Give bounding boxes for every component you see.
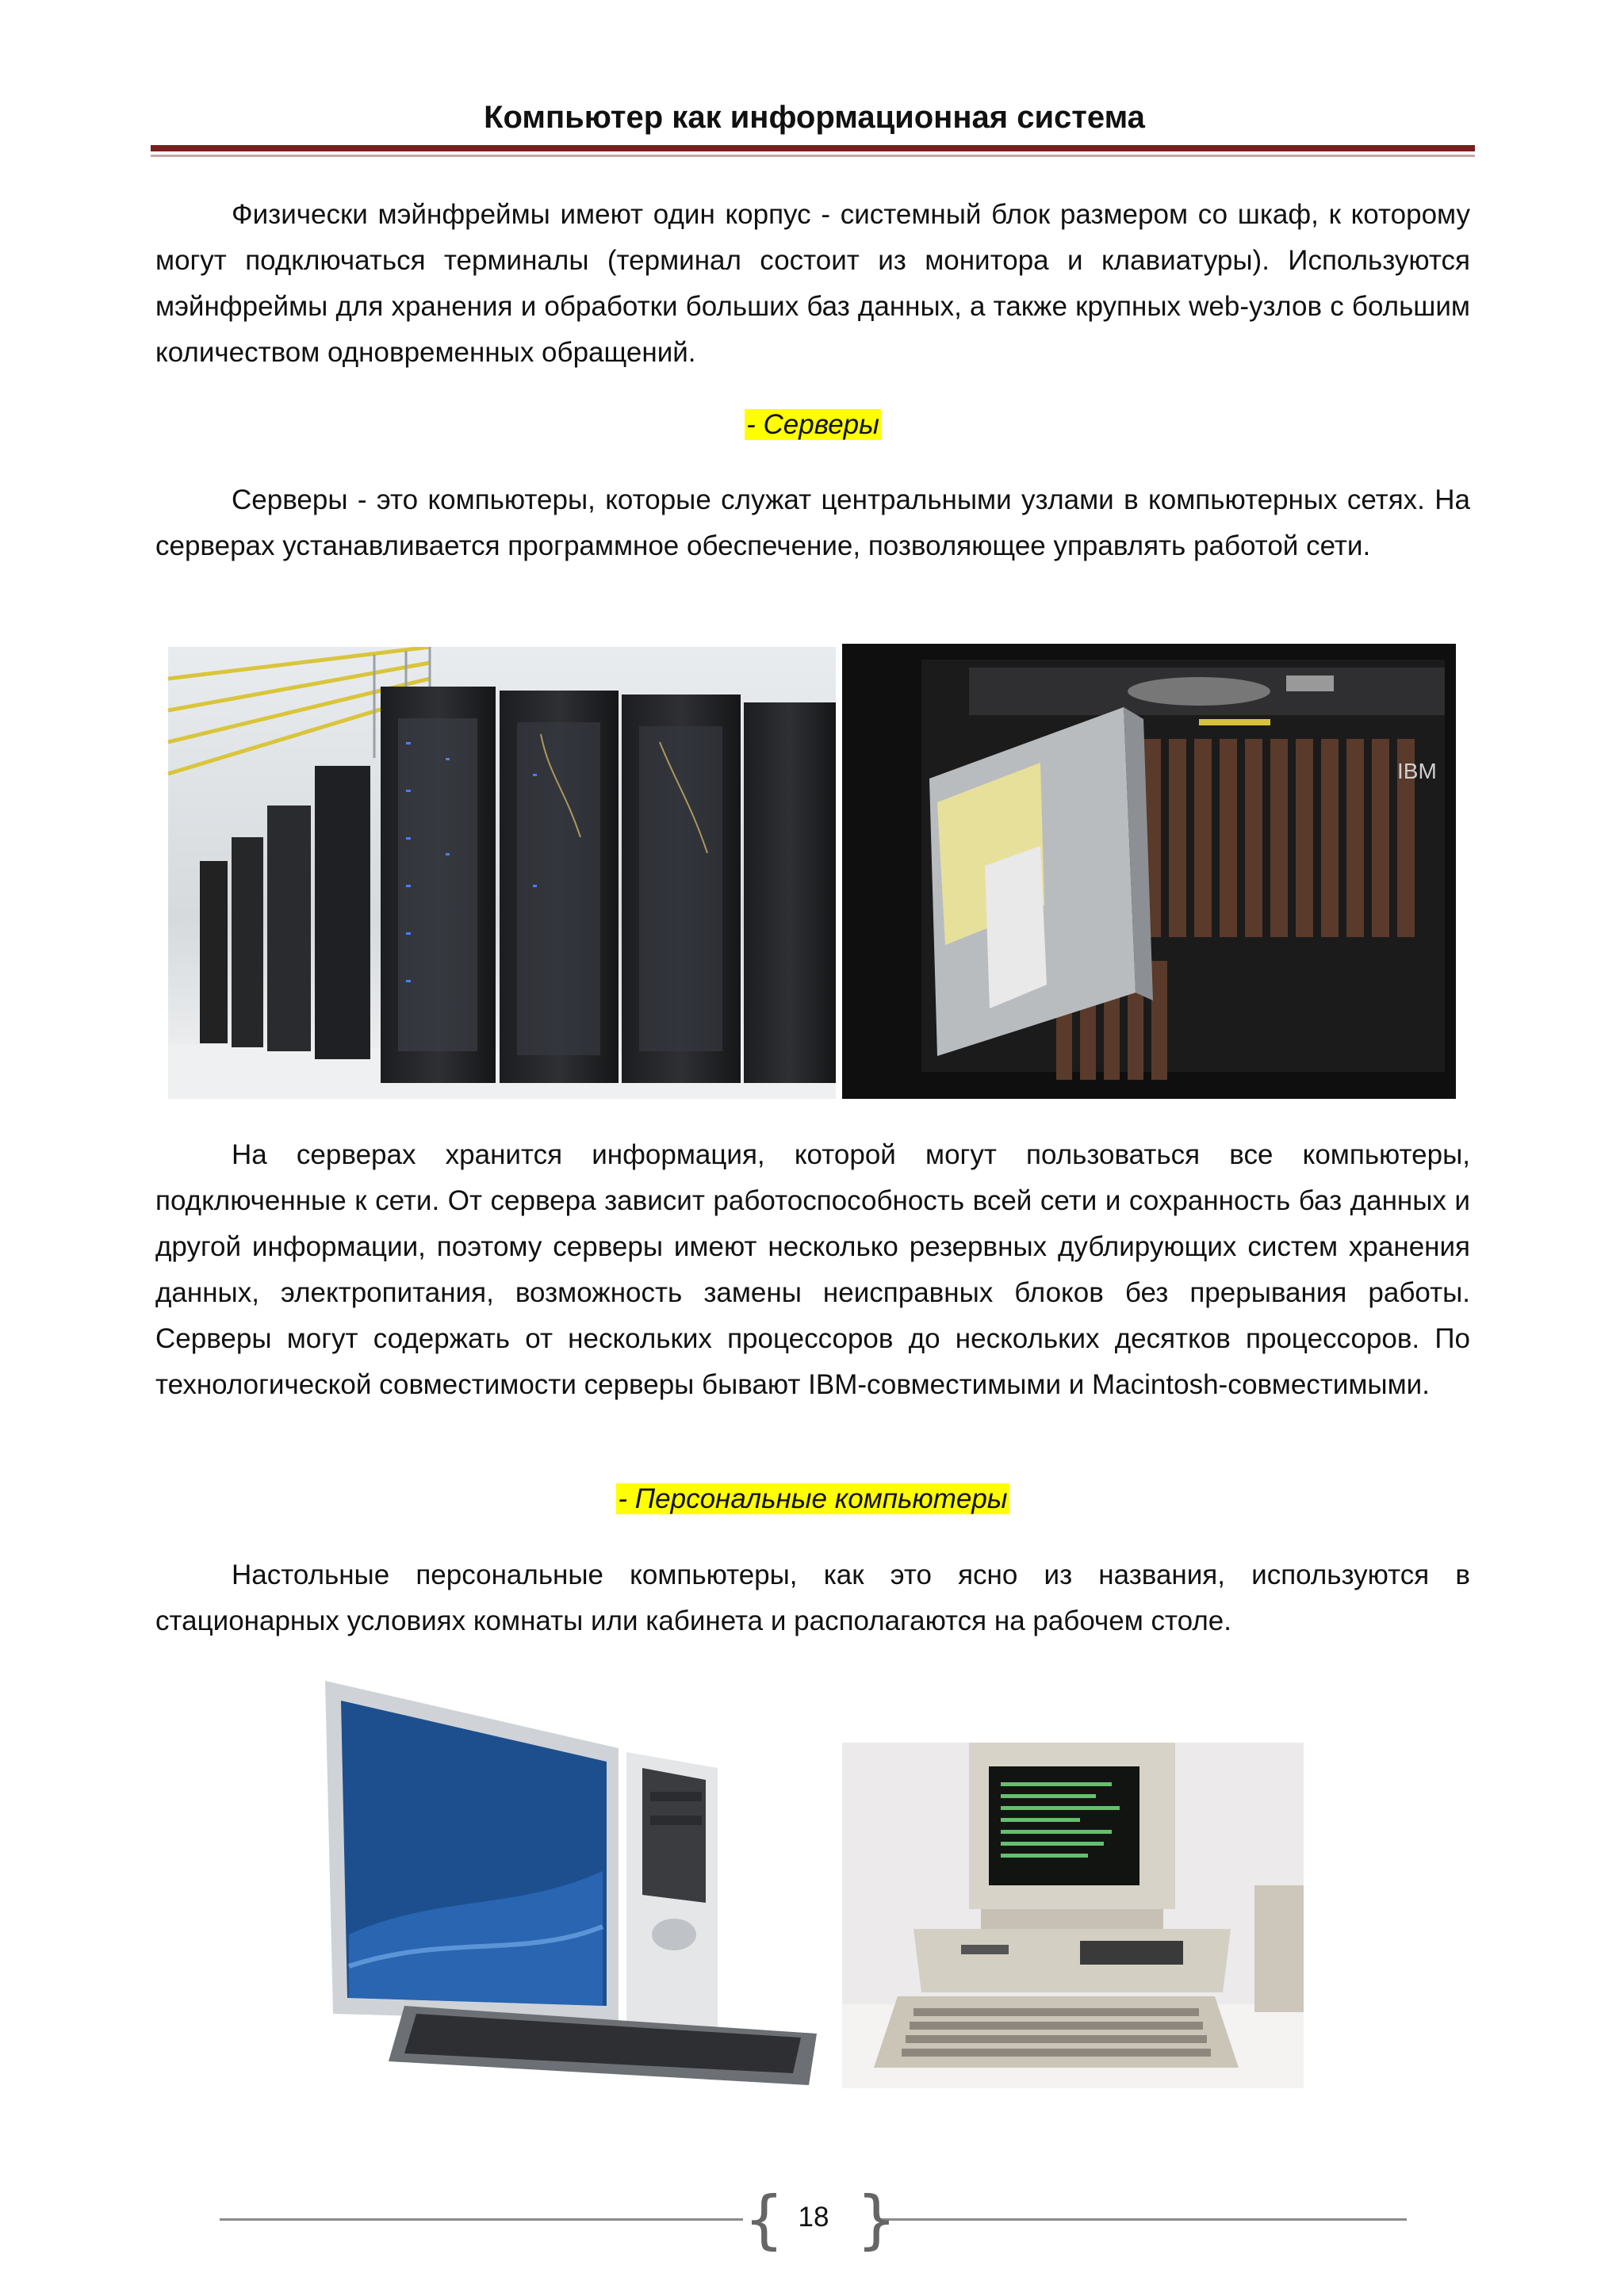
heading-servers-text: - Серверы — [746, 409, 879, 440]
paragraph-servers-intro: Серверы - это компьютеры, которые служат центральными узлами в компьютерных сетях. На серверах устанавливается программное обеспечение, позволяющее управлять работой сети. — [155, 484, 1470, 561]
footer-rule-left — [220, 2218, 743, 2221]
footer-rule-right — [879, 2218, 1407, 2221]
header-rule — [151, 145, 1475, 151]
footer-bracket-right: } — [856, 2183, 897, 2256]
blade-server-photo — [842, 644, 1456, 1099]
paragraph-mainframes: Физически мэйнфреймы имеют один корпус - системный блок размером со шкаф, к которому могут подключаться терминалы (терминал состоит из монитора и клавиатуры). Используются мэйнфреймы для хранения и обработки больших баз данных, а также крупных web-узлов с большим количеством одновременных обращений. — [155, 199, 1470, 368]
server-racks-photo — [168, 647, 836, 1099]
footer-bracket-left: { — [744, 2183, 784, 2256]
ibm-logo-text: IBM — [1397, 759, 1437, 783]
heading-pcs-text: - Персональные компьютеры — [618, 1483, 1008, 1514]
vintage-ibm-pc-photo — [842, 1743, 1304, 2088]
heading-personal-computers — [155, 1483, 1470, 1515]
heading-servers — [155, 409, 1470, 441]
page-title: Компьютер как информационная система — [484, 100, 1145, 135]
modern-desktop-photo — [317, 1673, 841, 2093]
paragraph-servers-details: На серверах хранится информация, которой могут пользоваться все компьютеры, подключенные к сети. От сервера зависит работоспособность всей сети и сохранность баз данных и другой информации, поэтому серверы имеют несколько резервных дублирующих систем хранения данных, электропитания, возможность замены неисправных блоков без прерывания работы. Серверы могут содержать от нескольких процессоров до нескольких десятков процессоров. По технологической совместимости серверы бывают IBM-совместимыми и Macintosh-совместимыми. — [155, 1139, 1470, 1400]
page-number: 18 — [798, 2202, 829, 2233]
header-rule-thin — [151, 155, 1475, 157]
paragraph-desktop-pcs: Настольные персональные компьютеры, как это ясно из названия, используются в стационарных условиях комнаты или кабинета и располагаются на рабочем столе. — [155, 1559, 1470, 1636]
